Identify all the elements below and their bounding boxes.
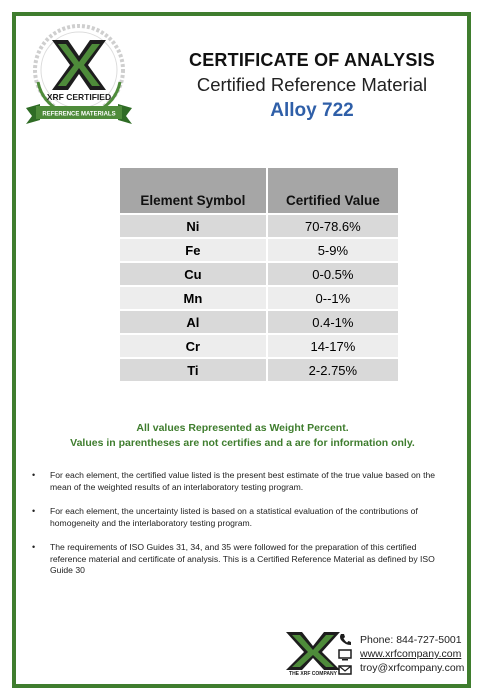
certified-value: 0-0.5% — [267, 262, 398, 286]
contact-icons — [338, 633, 352, 677]
element-symbol: Ti — [120, 358, 267, 381]
note-line-1: All values Represented as Weight Percent. — [136, 422, 349, 434]
logo-ribbon-text: REFERENCE MATERIALS — [42, 111, 116, 118]
logo-brand-text: XRF CERTIFIED — [46, 92, 112, 102]
bullet-text: The requirements of ISO Guides 31, 34, and 35 were followed for the preparation of this certified reference material and certificate of analysis. This is a Certified Reference Material as defined by ISO Guide 30 — [50, 542, 435, 575]
certificate-title: CERTIFICATE OF ANALYSIS — [189, 50, 435, 70]
element-symbol: Ni — [120, 214, 267, 238]
table-row — [120, 238, 398, 262]
element-symbol: Cr — [120, 334, 267, 358]
notes-bullet-list — [30, 470, 455, 590]
certified-value: 5-9% — [267, 238, 398, 262]
certified-value: 0--1% — [267, 286, 398, 310]
element-symbol: Al — [120, 310, 267, 334]
certified-value: 70-78.6% — [267, 214, 398, 238]
note-line-2: Values in parentheses are not certifies and a are for information only. — [70, 437, 415, 449]
element-symbol: Cu — [120, 262, 267, 286]
table-row — [120, 262, 398, 286]
website-link[interactable]: www.xrfcompany.com — [360, 648, 462, 660]
phone-text: Phone: 844-727-5001 — [360, 634, 462, 646]
list-item — [30, 506, 455, 529]
bullet-text: For each element, the uncertainty listed is based on a statistical evaluation of the contributions of homogeneity and the interlaboratory testing program. — [50, 506, 418, 528]
table-row — [120, 310, 398, 334]
computer-icon — [339, 650, 351, 661]
contact-block — [360, 633, 464, 675]
header-element-symbol: Element Symbol — [120, 168, 267, 214]
table-row — [120, 334, 398, 358]
bullet-icon: • — [32, 470, 36, 480]
xrf-certified-logo — [22, 20, 136, 130]
element-symbol: Fe — [120, 238, 267, 262]
list-item — [30, 470, 455, 493]
title-block — [176, 50, 448, 122]
mail-icon — [339, 666, 351, 674]
table-row — [120, 286, 398, 310]
element-symbol: Mn — [120, 286, 267, 310]
bullet-icon: • — [32, 542, 36, 552]
weight-percent-note — [40, 421, 445, 451]
list-item — [30, 542, 455, 577]
bullet-icon: • — [32, 506, 36, 516]
certified-value: 14-17% — [267, 334, 398, 358]
table-header-row — [120, 168, 398, 214]
certified-value: 2-2.75% — [267, 358, 398, 381]
footer-company-text: THE XRF COMPANY — [289, 671, 337, 676]
phone-icon — [340, 634, 351, 645]
table-row — [120, 358, 398, 381]
email-text[interactable]: troy@xrfcompany.com — [360, 662, 465, 674]
header-certified-value: Certified Value — [267, 168, 398, 214]
xrf-company-logo — [284, 630, 342, 676]
bullet-text: For each element, the certified value listed is the present best estimate of the true value based on the mean of the weighted results of an interlaboratory testing program. — [50, 470, 436, 492]
certified-values-table — [120, 168, 398, 381]
table-row — [120, 214, 398, 238]
certificate-subtitle: Certified Reference Material — [196, 74, 428, 95]
certified-value: 0.4-1% — [267, 310, 398, 334]
alloy-name: Alloy 722 — [270, 100, 354, 121]
